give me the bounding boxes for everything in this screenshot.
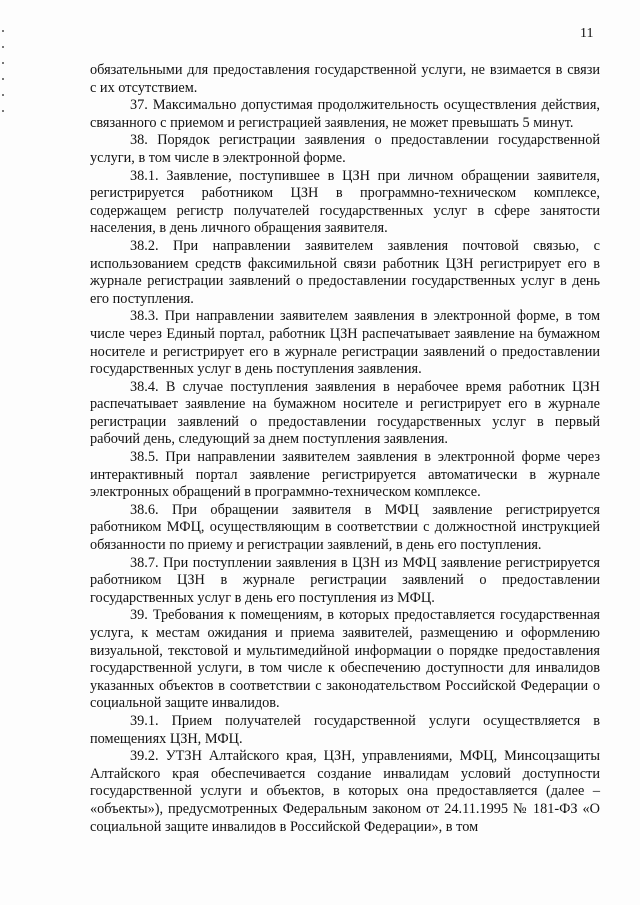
paragraph-38-6: 38.6. При обращении заявителя в МФЦ заявление регистрируется работником МФЦ, осуществляющим в соответствии с должностной инструкцией обязанности по приему и регистрации заявлений, в день его поступления. <box>90 501 600 554</box>
document-body <box>90 62 600 836</box>
page-number: 11 <box>580 26 594 41</box>
paragraph-39-1: 39.1. Прием получателей государственной услуги осуществляется в помещениях ЦЗН, МФЦ. <box>90 712 600 747</box>
paragraph-39-2: 39.2. УТЗН Алтайского края, ЦЗН, управлениями, МФЦ, Минсоцзащиты Алтайского края обеспечивается создание инвалидам условий доступности государственной услуги и объектов, в которых она предоставляется (далее – «объекты»), предусмотренных Федеральным законом от 24.11.1995 № 181-ФЗ «О социальной защите инвалидов в Российской Федерации», в том <box>90 748 600 835</box>
paragraph-38-4: 38.4. В случае поступления заявления в нерабочее время работник ЦЗН распечатывает заявление на бумажном носителе и регистрирует его в журнале регистрации заявлений о предоставлении государственных услуг в первый рабочий день, следующий за днем поступления заявления. <box>90 378 600 448</box>
paragraph-37: 37. Максимально допустимая продолжительность осуществления действия, связанного с приемом и регистрацией заявления, не может превышать 5 минут. <box>90 97 600 131</box>
paragraph-38-3: 38.3. При направлении заявителем заявления в электронной форме, в том числе через Единый портал, работник ЦЗН распечатывает заявление на бумажном носителе и регистрирует его в журнале регистрации заявлений о предоставлении государственных услуг в день поступления заявления. <box>90 308 600 378</box>
paragraph-38: 38. Порядок регистрации заявления о предоставлении государственной услуги, в том числе в электронной форме. <box>90 132 600 166</box>
paragraph-38-1: 38.1. Заявление, поступившее в ЦЗН при личном обращении заявителя, регистрируется работником ЦЗН в программно-техническом комплексе, содержащем регистр получателей государственных услуг в сфере занятости населения, в день личного обращения заявителя. <box>90 167 600 237</box>
paragraph-continuation: обязательными для предоставления государственной услуги, не взимается в связи с их отсутствием. <box>90 62 600 96</box>
paragraph-39: 39. Требования к помещениям, в которых предоставляется государственная услуга, к местам ожидания и приема заявителей, размещению и оформлению визуальной, текстовой и мультимедийной информации о порядке предоставления государственной услуги, в том числе к обеспечению доступности для инвалидов указанных объектов в соответствии с законодательством Российской Федерации о социальной защите инвалидов. <box>90 607 600 712</box>
paragraph-38-2: 38.2. При направлении заявителем заявления почтовой связью, с использованием средств факсимильной связи работник ЦЗН регистрирует его в журнале регистрации заявлений о предоставлении государственных услуг в день его поступления. <box>90 237 600 307</box>
paragraph-38-7: 38.7. При поступлении заявления в ЦЗН из МФЦ заявление регистрируется работником ЦЗН в журнале регистрации заявлений о предоставлении государственных услуг в день его поступления из МФЦ. <box>90 554 600 606</box>
scan-margin-marks <box>2 30 6 150</box>
paragraph-38-5: 38.5. При направлении заявителем заявления в электронной форме через интерактивный портал заявление регистрируется автоматически в журнале электронных обращений в программно-техническом комплексе. <box>90 449 600 501</box>
